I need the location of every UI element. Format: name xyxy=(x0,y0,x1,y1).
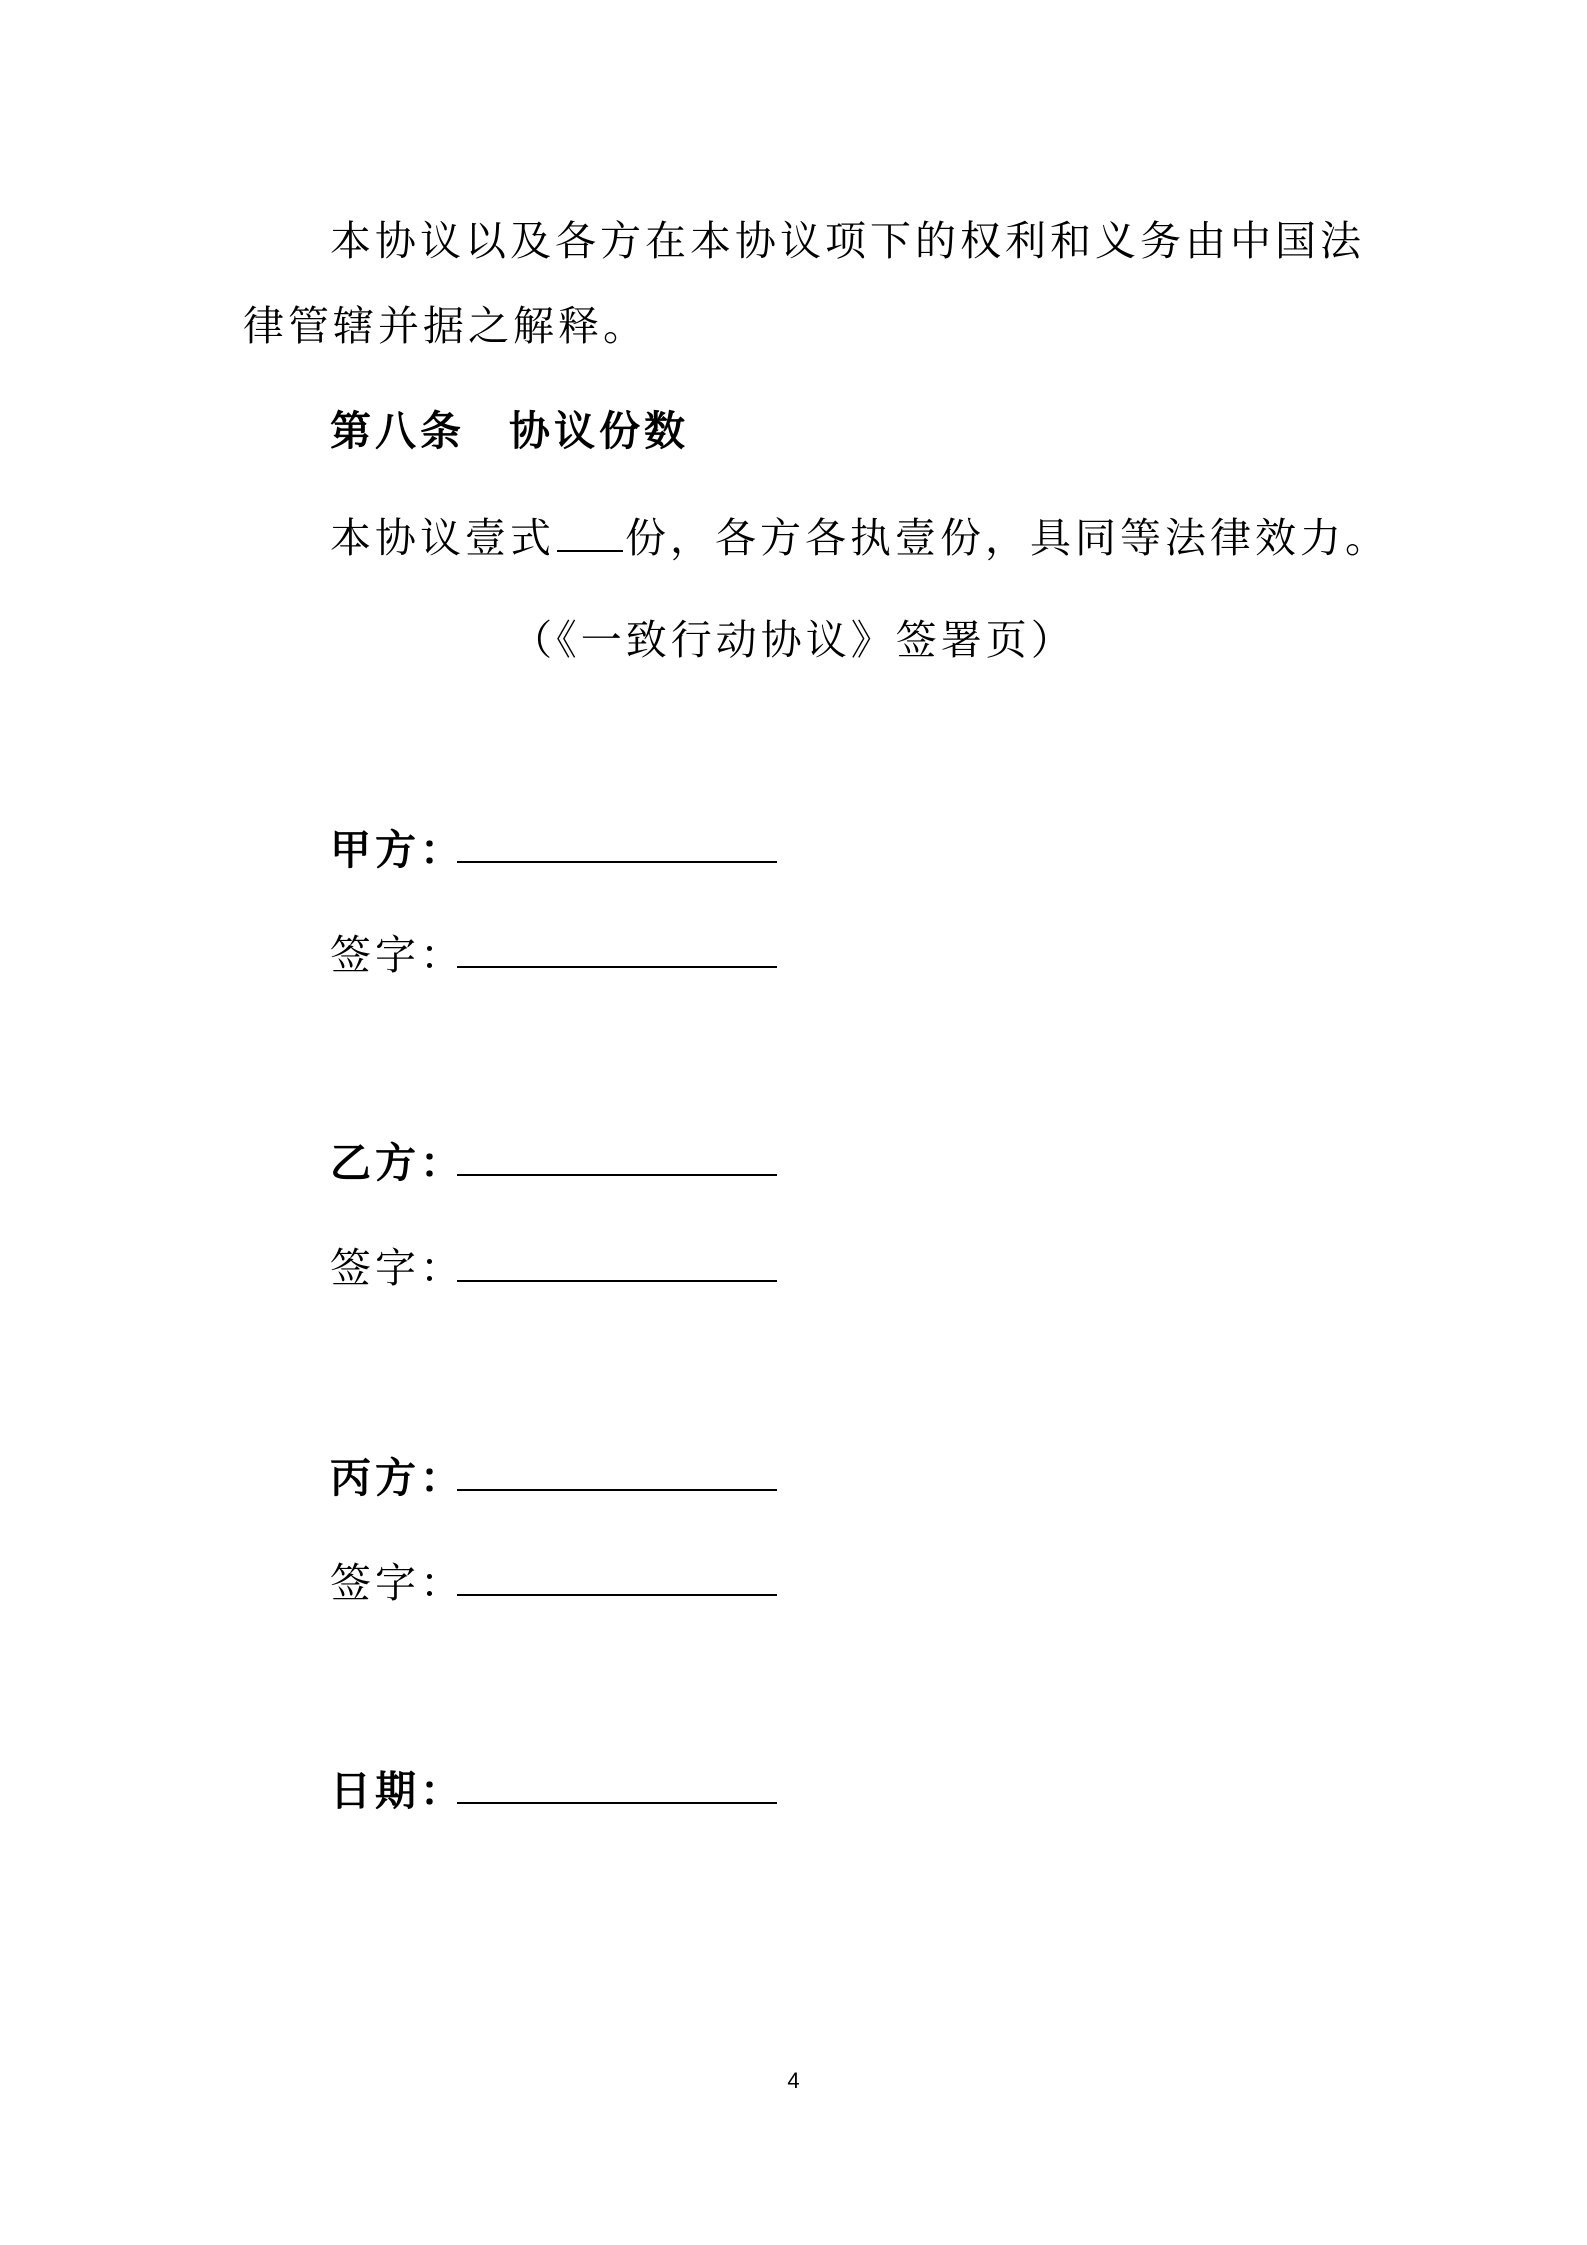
party-c-label: 丙方： xyxy=(330,1454,465,1502)
article-8-text-before-blank: 本协议壹式 xyxy=(330,514,555,562)
article-8-heading xyxy=(330,398,689,457)
party-a-sign-label: 签字： xyxy=(330,931,465,979)
date-signature-line[interactable] xyxy=(457,1802,777,1804)
party-c-signature-line[interactable] xyxy=(457,1489,777,1491)
date-label: 日期： xyxy=(330,1767,465,1815)
party-b-label: 乙方： xyxy=(330,1139,465,1187)
article-8-number: 第八条 xyxy=(330,407,465,455)
copies-count-blank[interactable] xyxy=(557,549,623,552)
party-b-signature-line[interactable] xyxy=(457,1174,777,1176)
signature-page-caption: （《一致行动协议》签署页） xyxy=(511,616,1076,664)
clause-paragraph-line-2: 律管辖并据之解释。 xyxy=(243,302,648,350)
party-a-label: 甲方： xyxy=(330,826,465,874)
party-a-sign-line[interactable] xyxy=(457,966,777,968)
party-b-sign-label: 签字： xyxy=(330,1244,465,1292)
party-b-sign-line[interactable] xyxy=(457,1280,777,1282)
party-a-signature-line[interactable] xyxy=(457,861,777,863)
party-c-sign-line[interactable] xyxy=(457,1594,777,1596)
party-c-sign-label: 签字： xyxy=(330,1559,465,1607)
article-8-text-after-blank: 份，各方各执壹份，具同等法律效力。 xyxy=(625,514,1390,562)
clause-paragraph-line-1: 本协议以及各方在本协议项下的权利和义务由中国法 xyxy=(330,217,1365,265)
article-8-paragraph xyxy=(330,505,1390,564)
article-8-title: 协议份数 xyxy=(509,407,689,455)
page-number: 4 xyxy=(787,2068,800,2093)
